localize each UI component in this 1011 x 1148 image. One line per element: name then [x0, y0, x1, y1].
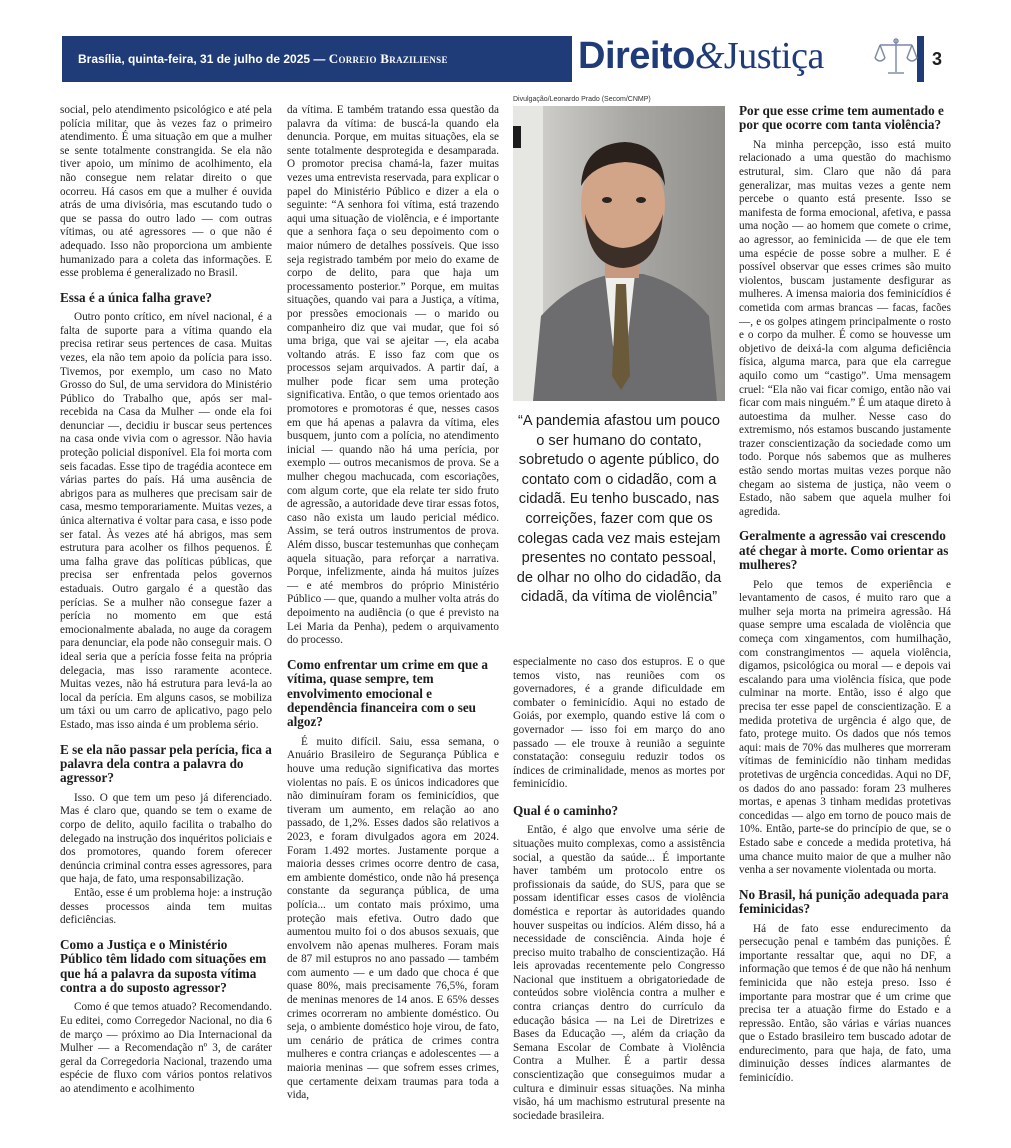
question-heading: No Brasil, há punição adequada para feminicidas? [739, 886, 949, 917]
paragraph: Então, esse é um problema hoje: a instrução desses processos ainda tem muitas deficiências. [60, 886, 272, 927]
question-heading: Qual é o caminho? [513, 802, 619, 818]
section-logo [572, 32, 917, 84]
question-heading: Essa é a única falha grave? [60, 289, 213, 305]
paragraph: Pelo que temos de experiência e levantamento de casos, é muito raro que a mulher seja morta na primeira agressão. Há quase sempre uma escalada de violência que começa com xingamentos, com humilhação, com constrangimentos — aquela violência, digamos, psicológica ou moral — e depois vai escalando para uma violência física, que pode culminar na morte. Então, isso é algo que precisa ter esse papel de conscientização. E a medida protetiva de urgência é algo que, de fato, protege muito. Os dados que nós temos aqui: mais de 70% das mulheres que morreram vítimas de feminicídio não tinham medidas protetivas de urgência concedidas. Aqui no DF, os dados do ano passado: foram 23 mulheres mortas, e apenas 3 tinham medidas protetivas concedidas — algo em torno de pouco mais de 10%. Então, parte-se do princípio de que, se o Estado sabe e concede a medida protetiva, há uma chance muito maior de que a mulher não venha a ser novamente violentada ou morta. [739, 578, 951, 877]
section-title-part2: Justiça [723, 35, 824, 77]
paragraph: Outro ponto crítico, em nível nacional, é a falta de suporte para a vítima quando ela precisa retirar seus pertences de casa. Muitas vezes, ela não tem apoio da polícia para isso. Tivemos, por exemplo, um caso no Mato Grosso do Sul, de uma servidora do Ministério Público do Trabalho que, após ser mal-recebida na Casa da Mulher — onde ela foi denunciar —, decidiu ir buscar seus pertences na casa onde vivia com o agressor. Não havia proteção policial disponível. Ela foi morta com seis facadas. Esse tipo de tragédia acontece em várias partes do país. Há uma ausência de abrigos para as mulheres que precisam sair de casa, mesmo temporariamente. Muitas vezes, a única alternativa é voltar para casa, e isso pode ser fatal. Às vezes até há abrigos, mas sem estrutura para acolher os filhos pequenos. É uma falha grave das políticas públicas, que precisa ser enfrentada pelos governos estaduais. Outro gargalo é a questão das perícias. Se a mulher não consegue fazer a perícia no momento em que está emocionalmente abalada, no auge da coragem para denunciar, ela pode não conseguir mais. O ideal seria que a perícia fosse feita na própria delegacia, mas isso raramente acontece. Muitas vezes, não há estrutura para levá-la ao local da perícia. Em alguns casos, se mobiliza um táxi ou um carro de aplicativo, pago pelo Estado, mas isso ainda é um problema sério. [60, 311, 272, 731]
scales-of-justice-icon [874, 36, 918, 78]
section-title-ampersand: & [694, 35, 724, 77]
paragraph: Há de fato esse endurecimento da persecução penal e também das punições. É importante ressaltar que, aqui no DF, a informação que temos é de que não há nenhum feminicida que não esteja preso. Isso é importante para mostrar que é um crime que precisa ter a atuação firme do Estado e a repressão. Então, são várias e várias nuances que o Estado brasileiro tem buscado adotar de endurecimento, para que haja, de fato, uma diminuição desses índices alarmantes de feminicídio. [739, 922, 951, 1085]
newspaper-name: Correio Braziliense [328, 51, 448, 66]
paragraph: especialmente no caso dos estupros. E o que temos visto, nas reuniões com os governadores, é a grande dificuldade em combater o feminicídio. Aqui no estado de Goiás, por exemplo, quando estive lá com o governador — isso foi em março do ano passado — ele trouxe à reunião a seguinte constatação: conseguiu reduzir todos os índices de criminalidade, menos as mortes por feminicídio. [513, 656, 725, 791]
question-heading: Por que esse crime tem aumentado e por que ocorre com tanta violência? [739, 103, 944, 133]
article-column-3 [513, 656, 725, 1123]
paragraph: social, pelo atendimento psicológico e até pela polícia militar, que às vezes faz o primeiro atendimento. É uma situação em que a mulher se sente totalmente constrangida. Se ela não tiver apoio, um mínimo de acolhimento, ela não consegue nem relatar direito o que ocorreu. Há casos em que a mulher é ouvida atrás de uma divisória, mas escutando tudo o que se passa do outro lado — com outras vítimas, ou até agressores — o que não é adequado. Isso não proporciona um ambiente humanizado para a coleta das informações. E esse problema é generalizado no Brasil. [60, 104, 272, 280]
question-heading: Geralmente a agressão vai crescendo até chegar à morte. Como orientar as mulheres? [739, 528, 949, 573]
question-heading: Como enfrentar um crime em que a vítima, quase sempre, tem envolvimento emocional e dependência financeira com o seu algoz? [287, 656, 488, 730]
article-column-2 [287, 104, 499, 1103]
question-heading: E se ela não passar pela perícia, fica a palavra dela contra a palavra do agressor? [60, 741, 272, 786]
paragraph: Então, é algo que envolve uma série de situações muito complexas, como a assistência social, a questão da saúde... É importante haver também um protocolo entre os profissionais da saúde, do SUS, para que se possam identificar esses casos de violência doméstica e reportar às autoridades quando houver suspeitas ou indícios. Além disso, há a necessidade de consciência. Ainda hoje é preciso muito trabalho de conscientização. Há leis aprovadas recentemente pelo Congresso Nacional que instituem a obrigatoriedade de conteúdos sobre violência contra a mulher e contra crianças dentro do currículo da educação básica — na Lei de Diretrizes e Bases da Educação —, além da criação da Semana Escolar de Combate à Violência Contra a Mulher. É a partir dessa conscientização que conseguimos mudar a cultura e diminuir essas situações. Na minha visão, há um machismo estrutural presente na sociedade brasileira. [513, 824, 725, 1122]
paragraph: Na minha percepção, isso está muito relacionado a uma questão do machismo estrutural, sim. Claro que não dá para generalizar, mas muitas vezes a gente nem percebe o quanto está presente. Isso se manifesta de forma emocional, afetiva, e passa uma noção — ao homem que comete o crime, ao agressor, ao feminicida — de que ele tem uma espécie de posse sobre a mulher. E é possível observar que esses crimes são muito violentos, buscam justamente desfigurar as mulheres. A imensa maioria dos feminicídios é cometida com armas brancas — facas, facões —, e os golpes atingem principalmente o rosto e o corpo da mulher. É como se houvesse um objetivo de deixá-la com alguma deficiência física, alguma marca, para que ela carregue aquilo como um “castigo”. Uma mensagem cruel: “Ela não vai ficar comigo, então não vai ficar com mais ninguém.” É um ataque direto à autoestima da mulher. Nesse caso do extremismo, nós estamos buscando justamente trazer conscientização da sociedade como um todo. Porque nós sabemos que as mulheres estão sendo mortas muitas vezes porque não chegam ao sistema de justiça, não veem o Estado, não sabem que aquela mulher foi agredida. [739, 138, 951, 518]
masthead [62, 36, 950, 82]
paragraph: Como é que temos atuado? Recomendando. Eu editei, como Corregedor Nacional, no dia 6 de março — próximo ao Dia Internacional da Mulher — a Recomendação nº 3, de caráter geral da Corregedoria Nacional, trazendo uma espécie de fluxo com vários pontos relativos ao atendimento e acolhimento [60, 1001, 272, 1095]
paragraph: Isso. O que tem um peso já diferenciado. Mas é claro que, quando se tem o exame de corpo de delito, aquilo facilita o trabalho do delegado na instrução dos inquéritos policiais e dos promotores, quando forem oferecer denúncia criminal contra esses agressores, para que haja, de fato, uma responsabilização. [60, 791, 272, 886]
article-column-1 [60, 104, 272, 1096]
man-in-suit-portrait-icon [513, 106, 725, 401]
pull-quote: “A pandemia afastou um pouco o ser humano do contato, sobretudo o agente público, do contato com o cidadão, com a cidadã. Eu tenho buscado, nas correições, fazer com que os colegas cada vez mais estejam presentes no contato pessoal, de olhar no olho do cidadão, da cidadã, da vítima de violência” [516, 413, 722, 606]
question-heading: Como a Justiça e o Ministério Público têm lidado com situações em que há a palavra da suposta vítima contra a do suposto agressor? [60, 936, 267, 995]
paragraph: É muito difícil. Saiu, essa semana, o Anuário Brasileiro de Segurança Pública e houve uma redução significativa das mortes violentas no país. E os únicos indicadores que não diminuíram foram os feminicídios, que tiveram um aumento, em relação ao ano passado, de 1,2%. Esses dados são relativos a 2023, e foram divulgados agora em 2024. Foram 1.492 mortes. Justamente porque a maioria desses crimes ocorre dentro de casa, em ambiente doméstico, onde não há presença constante da segurança pública, de uma polícia... um contato mais próximo, uma proteção mais efetiva. Outro dado que aumentou muito foi o dos abusos sexuais, que envolvem não apenas mulheres. Foram mais de 87 mil estupros no ano passado — também com aumento — e um dado que choca é que quase 80%, mais precisamente 76,5%, foram de meninas menores de 14 anos. E 65% desses crimes ocorreram no ambiente doméstico. Ou seja, o ambiente doméstico hoje virou, de fato, um cenário de prática de crimes contra mulheres e contra crianças e adolescentes — a maioria meninas — que sofrem esses crimes, que certamente deixam traumas para toda a vida, [287, 735, 499, 1102]
portrait-photo [513, 106, 725, 401]
article-column-4 [739, 104, 951, 1086]
paragraph: da vítima. E também tratando essa questão da palavra da vítima: de buscá-la quando ela denuncia. Porque, em muitas situações, ela se sente totalmente desprotegida e desamparada. O promotor precisa chamá-la, fazer muitas vezes uma entrevista reservada, para explicar o papel do Ministério Público e dizer a ela o seguinte: “A senhora foi vítima, está trazendo aqui uma situação de violência, e é importante que a senhora faça o seu depoimento com o maior número de detalhes possíveis. Que isso seja registrado também por meio do exame de corpo de delito, para que haja um processamento posterior.” Porque, em muitas situações, quando vai para a Justiça, a vítima, por pressões emocionais — o marido ou companheiro diz que vai mudar, que foi só uma briga, que vai se ajeitar —, ela acaba voltando atrás. E isso faz com que os processos sejam arquivados. A partir daí, a mulher pode ficar sem uma proteção significativa. Então, o que temos orientado aos promotores e promotoras é que, nesses casos em que há apenas a palavra da vítima, eles busquem, junto com a polícia, no atendimento inicial — quando não há uma perícia, por exemplo — outros mecanismos de prova. Se a mulher chegou machucada, com escoriações, com algum corte, que ela relate ter sido fruto de agressão, a autoridade deve tirar essas fotos, caso não exista um laudo pericial médico. Assim, se terá outros instrumentos de prova. Além disso, buscar testemunhas que conheçam aquela situação, para reforçar a narrativa. Porque, infelizmente, ainda há muitos juízes — e até membros do próprio Ministério Público — que, quando a mulher volta atrás do depoimento na audiência (o que é previsto na Lei Maria da Penha), pedem o arquivamento do processo. [287, 104, 499, 647]
section-title-part1: Direito [578, 35, 695, 77]
photo-credit: Divulgação/Leonardo Prado (Secom/CNMP) [513, 96, 651, 103]
dateline [78, 51, 448, 67]
page-number: 3 [924, 36, 950, 82]
dateline-text: Brasília, quinta-feira, 31 de julho de 2025 — [78, 52, 329, 66]
section-title [578, 34, 824, 78]
